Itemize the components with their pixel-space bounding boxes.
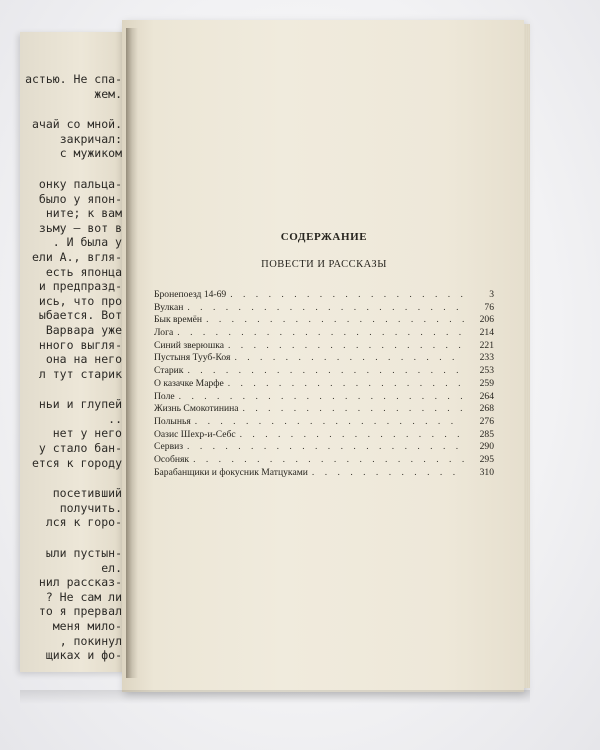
left-page-line: [20, 101, 122, 117]
toc-entry-title: О казачке Марфе: [154, 377, 224, 389]
toc-entry-title: Бронепоезд 14-69: [154, 289, 227, 300]
toc-entry-page: 214: [479, 327, 494, 339]
left-page-line: закричал:: [59, 131, 122, 146]
left-page-line: ется к городу: [31, 455, 122, 470]
toc-entry-page: 285: [479, 428, 494, 440]
left-page-line: [20, 530, 122, 546]
left-page-line: онку пальца-: [38, 176, 122, 191]
left-page-line: с мужиком: [59, 146, 122, 161]
left-page-line: [20, 381, 122, 397]
toc-leader-dots: [179, 391, 464, 404]
left-page-line: ..: [108, 411, 122, 426]
toc-leader-dots: [228, 378, 464, 391]
toc-entry-page: 206: [479, 314, 494, 326]
toc-entry-page: 76: [484, 301, 494, 313]
toc-entry-title: Барабанщики и фокусник Матцуками: [154, 466, 308, 478]
left-page-line: есть японца: [45, 264, 122, 279]
toc-entry-title: Сервиз: [154, 441, 184, 453]
left-page-line: л тут старик: [38, 366, 122, 381]
toc-entry: [154, 467, 494, 480]
left-page-line: ись, что про: [38, 293, 122, 308]
left-page-line: у стало бан-: [38, 441, 122, 456]
toc-entry-page: 3: [489, 289, 494, 300]
toc-entry-page: 290: [479, 441, 494, 453]
toc-entry: [154, 429, 494, 442]
left-page-line: ньи и глупей: [38, 397, 122, 412]
page-edge: [524, 24, 530, 688]
toc-entry: [154, 416, 494, 429]
toc-entry: [154, 365, 494, 378]
toc-entry: [154, 289, 494, 302]
toc-entry-title: Поле: [154, 390, 175, 402]
left-page-line: было у япон-: [38, 191, 122, 206]
toc-leader-dots: [240, 429, 464, 442]
left-page-line: [20, 470, 122, 486]
left-page-line: ачай со мной.: [31, 117, 122, 132]
left-page-line: астью. Не спа-: [25, 72, 122, 86]
toc-leader-dots: [312, 467, 464, 480]
left-page-line: , покинул: [59, 633, 122, 648]
toc-leader-dots: [206, 314, 464, 327]
toc-leader-dots: [234, 352, 464, 365]
toc-entry: [154, 314, 494, 327]
toc-entry: [154, 454, 494, 467]
left-page-text: [20, 72, 122, 663]
toc-entry-title: Оазис Шехр-и-Себс: [154, 428, 236, 440]
toc-entry-page: 253: [479, 365, 494, 377]
toc-entry-page: 268: [479, 403, 494, 415]
left-page-line: нного выгля-: [38, 337, 122, 352]
toc-entry-title: Полынья: [154, 415, 191, 427]
left-page-line: то я прервал: [38, 604, 122, 619]
left-page-line: нил рассказ-: [38, 575, 122, 590]
toc-leader-dots: [243, 403, 464, 416]
toc-leader-dots: [187, 302, 464, 315]
toc-entry-page: 233: [479, 352, 494, 364]
toc-entry-title: Вулкан: [154, 301, 184, 313]
left-page-line: жем.: [94, 86, 122, 101]
toc-entry: [154, 403, 494, 416]
left-page-line: ыли пустын-: [45, 546, 122, 561]
toc-entry-title: Синий зверюшка: [154, 339, 224, 351]
toc-entry-title: Лога: [154, 327, 174, 339]
left-page-line: [20, 161, 122, 177]
toc-entry: [154, 340, 494, 353]
toc-entry-title: Старик: [154, 365, 184, 377]
left-page-line: ел.: [101, 560, 122, 575]
toc-entry: [154, 391, 494, 404]
left-page-line: щиках и фо-: [45, 648, 122, 663]
toc-entry: [154, 302, 494, 315]
toc-leader-dots: [187, 441, 464, 454]
left-page-line: меня мило-: [52, 619, 122, 633]
toc-entry: [154, 352, 494, 365]
left-page-line: ните; к вам: [45, 206, 122, 221]
toc-leader-dots: [228, 340, 464, 353]
toc-leader-dots: [187, 365, 464, 378]
left-page-line: ? Не сам ли: [45, 589, 122, 604]
left-page-line: Варвара уже: [45, 322, 122, 337]
left-page-line: лся к горо-: [45, 515, 122, 530]
toc-entry-page: 221: [479, 339, 494, 351]
left-page-line: . И была у: [52, 235, 122, 250]
left-page-line: ыбается. Вот: [38, 308, 122, 323]
toc-entry-title: Бык времён: [154, 314, 203, 326]
left-page-line: зьму — вот в: [38, 220, 122, 235]
toc-list: [154, 289, 494, 479]
book-spine: [126, 28, 138, 678]
toc-entry-title: Жизнь Смокотинина: [154, 403, 239, 415]
toc-entry-title: Пустыня Тууб-Коя: [154, 352, 231, 364]
toc-entry-page: 310: [479, 466, 494, 478]
toc-heading: СОДЕРЖАНИЕ: [280, 231, 368, 243]
toc-entry: [154, 441, 494, 454]
right-page: [122, 20, 524, 692]
toc-entry-title: Особняк: [154, 453, 190, 465]
toc-subheading: ПОВЕСТИ И РАССКАЗЫ: [261, 259, 387, 270]
left-page-line: и предпразд-: [38, 279, 122, 294]
left-page-line: ели А., вгля-: [31, 249, 122, 264]
toc-entry-page: 264: [479, 390, 494, 402]
toc-leader-dots: [195, 416, 464, 429]
toc-entry-page: 295: [479, 453, 494, 465]
left-page: [20, 32, 132, 672]
toc-entry-page: 259: [479, 377, 494, 389]
toc-leader-dots: [177, 327, 464, 340]
left-page-line: получить.: [59, 500, 122, 515]
left-page-line: нет у него: [52, 426, 122, 441]
left-page-line: посетивший: [52, 486, 122, 501]
toc-leader-dots: [193, 454, 464, 467]
toc-entry-page: 276: [479, 415, 494, 427]
toc-leader-dots: [230, 289, 464, 302]
book-shadow: [20, 690, 530, 704]
toc-entry: [154, 378, 494, 391]
left-page-line: она на него: [45, 352, 122, 367]
toc-entry: [154, 327, 494, 340]
